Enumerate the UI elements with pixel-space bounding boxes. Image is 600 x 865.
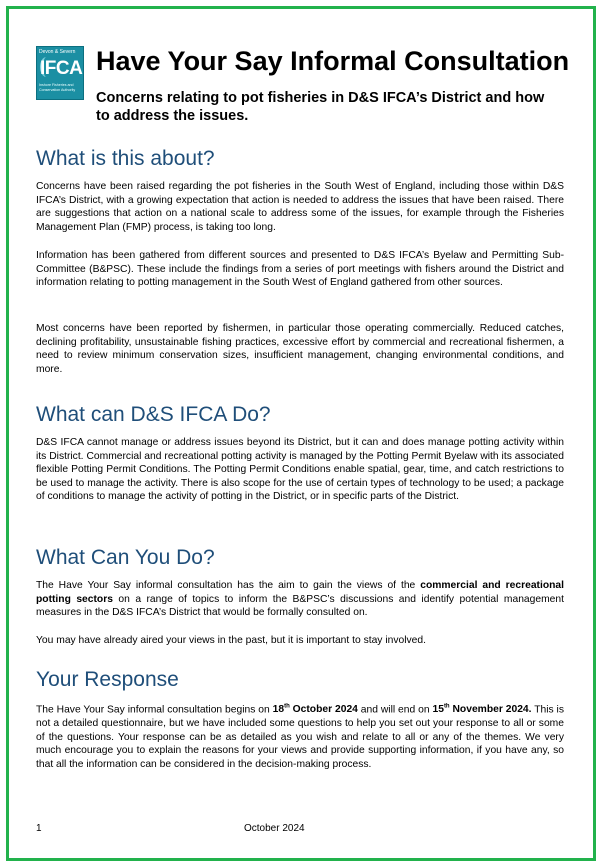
you-paragraph-1 (36, 579, 564, 620)
you-p1-text-a: The Have Your Say informal consultation has the aim to gain the views of the (36, 580, 421, 591)
you-p1-text-c: on a range of topics to inform the B&PSC’s discussions and identify potential management measures in the D&S IFCA’s District that would be formally consulted on. (36, 593, 564, 619)
you-p1-bold-sectors: commercial and recreational potting sectors (36, 580, 565, 605)
response-text-b: and will end on (357, 704, 433, 716)
heading-your-response: Your Response (36, 668, 179, 691)
page-subtitle: Concerns relating to pot fisheries in D&S IFCA’s District and how to address the issues. (96, 90, 545, 124)
ifca-logo (36, 46, 84, 100)
heading-what-can-you-do: What Can You Do? (36, 546, 215, 569)
response-text-a: The Have Your Say informal consultation begins on (36, 704, 273, 716)
footer-date: October 2024 (244, 823, 305, 834)
you-paragraph-2: You may have already aired your views in the past, but it is important to stay involved. (36, 635, 426, 646)
heading-what-can-ifca-do: What can D&S IFCA Do? (36, 403, 271, 426)
response-end-date: 15th November 2024. (432, 704, 532, 716)
logo-top-text: Devon & Severn (39, 49, 76, 55)
heading-what-is-this-about: What is this about? (36, 147, 215, 170)
response-text-c: This is not a detailed questionnaire, but we have included some questions to help you set out your response to all or some of the questions. Your response can be as detailed as you wish and relate to all or any of the themes. We very much encourage you to explain the reasons for your views and provide supporting information, if you have any, so that all the information can be considered in the decision-making process. (36, 704, 564, 770)
logo-sub-text: Inshore Fisheries and Conservation Authority (39, 83, 76, 92)
about-paragraph-2: Information has been gathered from different sources and presented to D&S IFCA’s Byelaw and Permitting Sub-Committee (B&PSC). These include the findings from a series of port meetings with fishers around the District and information relating to potting management in the South West of England gathered from other sources. (36, 250, 564, 289)
logo-ifca-text: IFCA (40, 58, 83, 79)
footer-page-number: 1 (36, 823, 42, 834)
page-title: Have Your Say Informal Consultation (96, 46, 570, 76)
about-paragraph-3: Most concerns have been reported by fishermen, in particular those operating commercially. Reduced catches, declining profitability, unsustainable fishing practices, excessive effort by commercial and recreational fishermen, a need to review minimum conservation sizes, insufficient management, changing environmental conditions, and more. (36, 323, 564, 375)
response-start-date: 18th October 2024 (272, 704, 358, 716)
ifca-paragraph-1: D&S IFCA cannot manage or address issues beyond its District, but it can and does manage potting activity within its District. Commercial and recreational potting activity is managed by the Potting Permit Byelaw with its associated flexible Potting Permit Conditions. The Potting Permit Conditions enable spatial, gear, time, and catch restrictions to be used to manage the activity. There is also scope for the use of certain types of technology to be used; a package of conditions to manage the activity of potting in the District, or in specific parts of the District. (36, 437, 564, 503)
about-paragraph-1: Concerns have been raised regarding the pot fisheries in the South West of England, including those within D&S IFCA’s District, with a growing expectation that action is needed to address the issues that have been raised. There are suggestions that action on a national scale to address some of the issues, for example through the Fisheries Management Plan (FMP) process, is taking too long. (36, 181, 564, 233)
response-paragraph (36, 701, 564, 771)
